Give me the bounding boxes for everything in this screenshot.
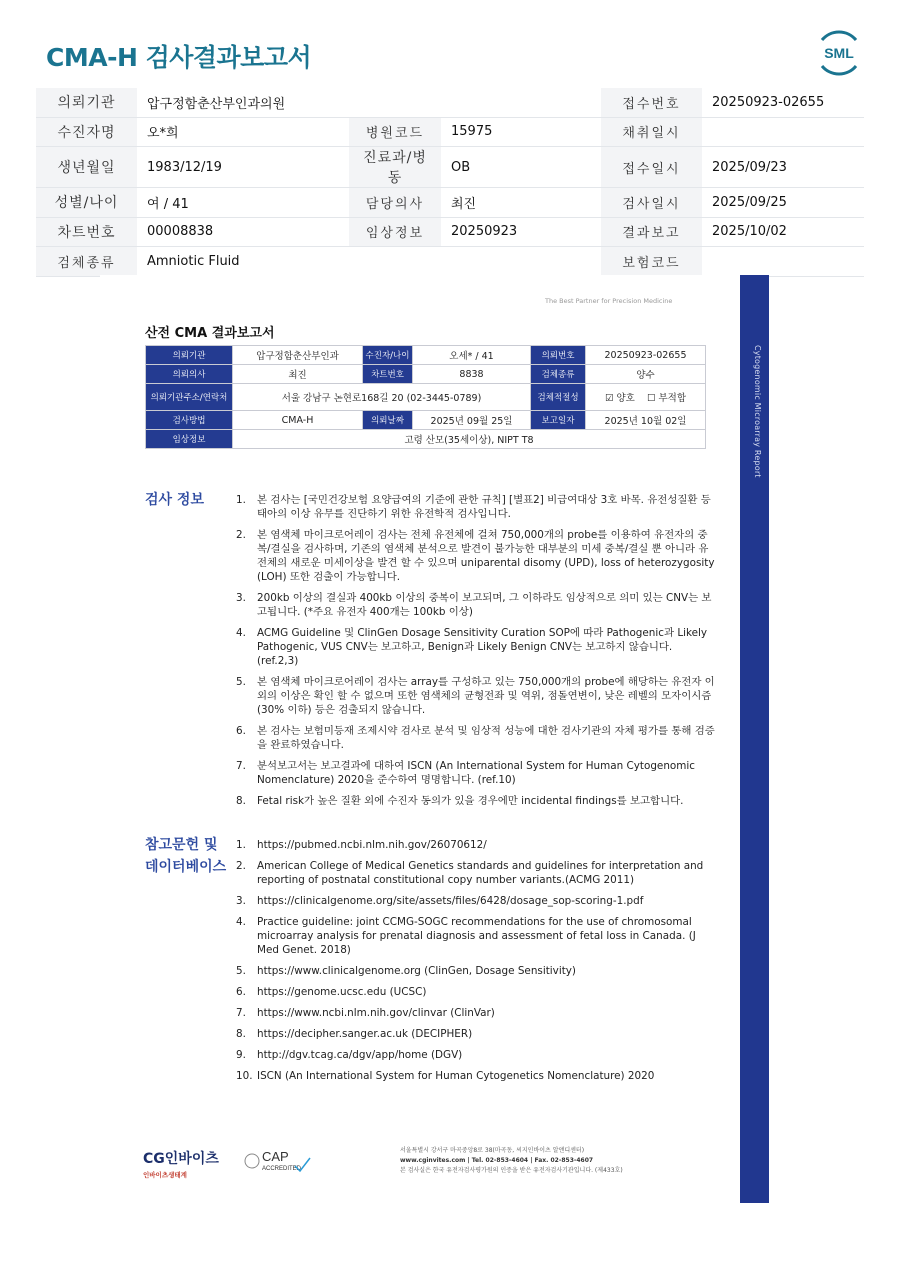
info-value: 2025/09/25 — [702, 188, 864, 218]
summary-label: 의뢰기관주소/연락처 — [146, 384, 233, 411]
info-value: 최진 — [441, 188, 601, 218]
summary-value: CMA-H — [233, 411, 363, 430]
summary-row — [146, 430, 706, 449]
summary-row — [146, 346, 706, 365]
summary-label: 차트번호 — [363, 365, 413, 384]
list-item: 2. American College of Medical Genetics standards and guidelines for interpretation and reporting of postnatal constitutional copy number variants.(ACMG 2011) — [236, 860, 704, 886]
info-row — [36, 217, 864, 247]
info-label: 결과보고 — [601, 217, 702, 247]
info-row — [36, 117, 864, 147]
summary-value: 2025년 10월 02일 — [586, 411, 706, 430]
list-item: 9. http://dgv.tcag.ca/dgv/app/home (DGV) — [236, 1049, 463, 1061]
list-item: 5. https://www.clinicalgenome.org (ClinGen, Dosage Sensitivity) — [236, 965, 576, 977]
info-value: 15975 — [441, 117, 601, 147]
info-row — [36, 247, 864, 277]
info-label: 보험코드 — [601, 247, 702, 277]
list-item: 5. 본 염색체 마이크로어레이 검사는 array를 구성하고 있는 750,000개의 probe에 해당하는 유전자 이외의 이상은 확인 할 수 없으며 또한 염색체의 균형전좌 및 역위, 점돌연변이, 낮은 레벨의 모자이시즘(30% 이하) 등은 검출되지 않습니다. — [236, 676, 715, 716]
side-title: Cytogenomic Microarray Report — [753, 345, 762, 478]
info-label: 접수번호 — [601, 88, 702, 117]
tagline: The Best Partner for Precision Medicine — [545, 297, 673, 305]
info-row — [36, 188, 864, 218]
info-label: 성별/나이 — [36, 188, 137, 218]
report-title: 산전 CMA 결과보고서 — [145, 326, 275, 341]
info-label: 접수일시 — [601, 147, 702, 188]
summary-value: 압구정함춘산부인과 — [233, 346, 363, 365]
test-info-list — [236, 493, 716, 815]
info-label: 차트번호 — [36, 217, 137, 247]
info-value: 2025/09/23 — [702, 147, 864, 188]
references-list — [236, 838, 716, 1090]
info-value: 여 / 41 — [137, 188, 349, 218]
summary-label: 의뢰기관 — [146, 346, 233, 365]
list-item: 4. ACMG Guideline 및 ClinGen Dosage Sensitivity Curation SOP에 따라 Pathogenic과 Likely Pathogenic, VUS CNV는 보고하고, Benign과 Likely Benign CNV는 보고하지 않습니다. (ref.2,3) — [236, 627, 708, 667]
info-value: 압구정함춘산부인과의원 — [137, 88, 601, 117]
list-item: 2. 본 염색체 마이크로어레이 검사는 전체 유전체에 걸쳐 750,000개의 probe를 이용하여 유전자의 중복/결실을 검사하며, 기존의 염색체 분석으로 발견이 불가능한 대부분의 미세 중복/결실 뿐 아니라 유전체의 새로운 미세이상을 발견 할 수 있으며 uniparental disomy (UPD), loss of heterozygosity (LOH) 또한 검출이 가능합니다. — [236, 529, 715, 583]
info-value: 2025/10/02 — [702, 217, 864, 247]
info-value: OB — [441, 147, 601, 188]
info-value: 00008838 — [137, 217, 349, 247]
info-label: 진료과/병동 — [349, 147, 441, 188]
list-item: 10. ISCN (An International System for Human Cytogenetics Nomenclature) 2020 — [236, 1070, 655, 1082]
info-label: 임상정보 — [349, 217, 441, 247]
section-test-info-heading: 검사 정보 — [145, 492, 204, 508]
svg-text:ACCREDITED: ACCREDITED — [262, 1166, 302, 1172]
summary-row — [146, 411, 706, 430]
summary-value: 20250923-02655 — [586, 346, 706, 365]
list-item: 6. 본 검사는 보험미등재 조제시약 검사로 분석 및 임상적 성능에 대한 검사기관의 자체 평가를 통해 검증을 완료하였습니다. — [236, 725, 715, 751]
summary-value: 8838 — [413, 365, 531, 384]
summary-label: 검체적절성 — [531, 384, 586, 411]
info-label: 검사일시 — [601, 188, 702, 218]
summary-label: 보고일자 — [531, 411, 586, 430]
list-item: 7. 분석보고서는 보고결과에 대하여 ISCN (An International System for Human Cytogenomic Nomenclature) 2020을 준수하여 명명합니다. (ref.10) — [236, 760, 695, 786]
summary-row — [146, 384, 706, 411]
cg-invites-logo: CG인바이츠 인바이츠생태계 — [143, 1151, 219, 1179]
info-label: 검체종류 — [36, 247, 137, 277]
patient-info-table — [36, 88, 864, 277]
info-value: 오*희 — [137, 117, 349, 147]
list-item: 4. Practice guideline: joint CCMG-SOGC recommendations for the use of chromosomal microarray analysis for prenatal diagnosis and assessment of fetal loss in Canada. (J Med Genet. 2018) — [236, 916, 696, 956]
summary-label: 의뢰날짜 — [363, 411, 413, 430]
info-label: 생년월일 — [36, 147, 137, 188]
summary-row — [146, 365, 706, 384]
list-item: 8. https://decipher.sanger.ac.uk (DECIPHER) — [236, 1028, 473, 1040]
summary-value: 고령 산모(35세이상), NIPT T8 — [233, 430, 706, 449]
info-label: 병원코드 — [349, 117, 441, 147]
summary-value: 2025년 09월 25일 — [413, 411, 531, 430]
summary-label: 의뢰번호 — [531, 346, 586, 365]
list-item: 1. https://pubmed.ncbi.nlm.nih.gov/26070612/ — [236, 839, 487, 851]
summary-value: 서울 강남구 논현로168길 20 (02-3445-0789) — [233, 384, 531, 411]
summary-value: 오세* / 41 — [413, 346, 531, 365]
summary-label: 수진자/나이 — [363, 346, 413, 365]
summary-label: 의뢰의사 — [146, 365, 233, 384]
svg-text:CAP: CAP — [262, 1149, 289, 1164]
list-item: 6. https://genome.ucsc.edu (UCSC) — [236, 986, 427, 998]
list-item: 1. 본 검사는 [국민건강보험 요양급여의 기준에 관한 규칙] [별표2] 비급여대상 3호 바목. 유전성질환 등 태아의 이상 유무를 진단하기 위한 유전학적 검사입니다. — [236, 494, 711, 520]
info-label: 의뢰기관 — [36, 88, 137, 117]
info-value: Amniotic Fluid — [137, 247, 601, 277]
list-item: 8. Fetal risk가 높은 질환 외에 수진자 동의가 있을 경우에만 incidental findings를 보고합니다. — [236, 795, 684, 807]
summary-label: 검사방법 — [146, 411, 233, 430]
adequate-checkbox: ☑ 양호 — [604, 393, 635, 404]
list-item: 3. https://clinicalgenome.org/site/assets/files/6428/dosage_sop-scoring-1.pdf — [236, 895, 644, 907]
info-label: 담당의사 — [349, 188, 441, 218]
inadequate-checkbox: ☐ 부적합 — [646, 393, 687, 404]
info-label: 채취일시 — [601, 117, 702, 147]
section-references-heading: 참고문헌 및 데이터베이스 — [145, 837, 227, 875]
info-label: 수진자명 — [36, 117, 137, 147]
info-value — [702, 247, 864, 277]
summary-label: 검체종류 — [531, 365, 586, 384]
info-row — [36, 88, 864, 117]
footer-contact: 서울특별시 강서구 마곡중앙8로 38(마곡동, 씨지인바이츠 알앤디센터) www.cginvites.com | Tel. 02-853-4604 | Fax. 02-853-4607 본 검사실은 한국 유전자검사평가원의 인증을 받은 유전자검사기관입니다. (제433호) — [400, 1147, 623, 1174]
page-title: CMA-H 검사결과보고서 — [46, 43, 312, 72]
info-value: 1983/12/19 — [137, 147, 349, 188]
info-value — [702, 117, 864, 147]
report-summary-table — [145, 345, 706, 449]
list-item: 3. 200kb 이상의 결실과 400kb 이상의 중복이 보고되며, 그 이하라도 임상적으로 의미 있는 CNV는 보고됩니다. (*주요 유전자 400개는 100kb 이상) — [236, 592, 712, 618]
summary-value: 최진 — [233, 365, 363, 384]
svg-text:SML: SML — [824, 45, 854, 61]
info-value: 20250923-02655 — [702, 88, 864, 117]
info-value: 20250923 — [441, 217, 601, 247]
adequacy-checkboxes — [586, 384, 706, 411]
info-row — [36, 147, 864, 188]
cap-accredited-logo — [243, 1146, 313, 1176]
list-item: 7. https://www.ncbi.nlm.nih.gov/clinvar (ClinVar) — [236, 1007, 495, 1019]
sml-logo — [814, 28, 864, 78]
summary-label: 임상정보 — [146, 430, 233, 449]
summary-value: 양수 — [586, 365, 706, 384]
